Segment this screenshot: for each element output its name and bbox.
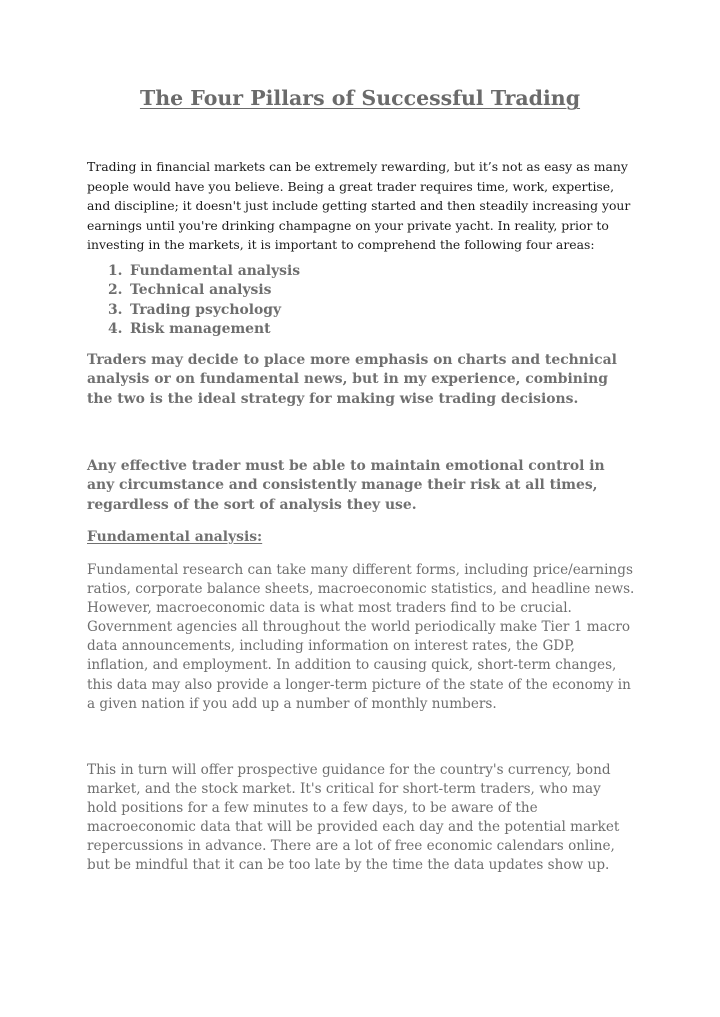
- fundamental-analysis-paragraph: Fundamental research can take many different forms, including price/earnings ratios, corporate balance sheets, macroeconomic statistics, and headline news. However, macroeconomic data is what most traders find to be crucial. Government agencies all throughout the world periodically make Tier 1 macro data announcements, including information on interest rates, the GDP, inflation, and employment. In addition to causing quick, short-term changes, this data may also provide a longer-term picture of the state of the economy in a given nation if you add up a number of monthly numbers.: [87, 562, 635, 712]
- list-item-label: Risk management: [130, 320, 271, 337]
- list-item: [108, 320, 300, 339]
- list-item-number: 1.: [108, 263, 123, 279]
- list-item-label: Trading psychology: [130, 301, 282, 318]
- section-heading-fundamental-analysis: Fundamental analysis:: [87, 529, 263, 545]
- emphasis-paragraph-emotional-control: Any effective trader must be able to maintain emotional control in any circumstance and consistently manage their risk at all times, regardless of the sort of analysis they use.: [87, 458, 605, 513]
- list-item-number: 3.: [108, 301, 123, 318]
- list-item-number: 2.: [108, 282, 123, 299]
- intro-paragraph: Trading in financial markets can be extremely rewarding, but it’s not as easy as many people would have you believe. Being a great trader requires time, work, expertise, and discipline; it doesn't just include getting started and then steadily increasing your earnings until you're drinking champagne on your private yacht. In reality, prior to investing in the markets, it is important to comprehend the following four areas:: [87, 159, 631, 253]
- emphasis-paragraph-charts: Traders may decide to place more emphasis on charts and technical analysis or on fundamental news, but in my experience, combining the two is the ideal strategy for making wise trading decisions.: [87, 352, 617, 407]
- list-item-label: Technical analysis: [130, 282, 272, 299]
- list-item-number: 4.: [108, 320, 123, 337]
- list-item: [108, 301, 300, 320]
- pillars-list: [108, 262, 300, 339]
- list-item-label: Fundamental analysis: [130, 263, 301, 279]
- list-item: [108, 281, 300, 300]
- list-item: [108, 262, 300, 281]
- document-title: The Four Pillars of Successful Trading: [139, 86, 581, 110]
- guidance-paragraph: This in turn will offer prospective guidance for the country's currency, bond market, and the stock market. It's critical for short-term traders, who may hold positions for a few minutes to a few days, to be aware of the macroeconomic data that will be provided each day and the potential market repercussions in advance. There are a lot of free economic calendars online, but be mindful that it can be too late by the time the data updates show up.: [87, 762, 620, 874]
